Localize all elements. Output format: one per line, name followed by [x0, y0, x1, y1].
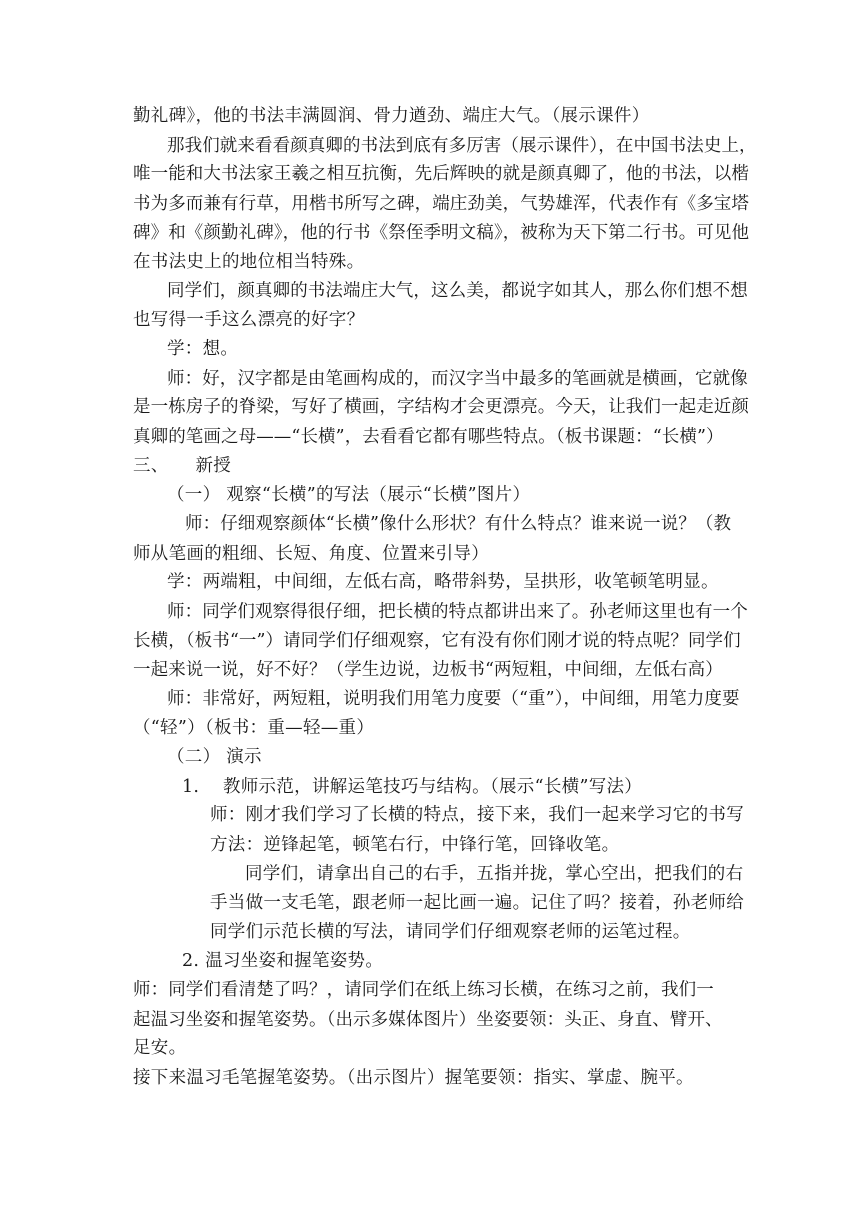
text-line: 在书法史上的地位相当特殊。: [133, 252, 365, 273]
text-line: 师：好，汉字都是由笔画构成的，而汉字当中最多的笔画就是横画，它就像: [167, 368, 748, 389]
text-line: 起温习坐姿和握笔姿势。（出示多媒体图片）坐姿要领：头正、身直、臂开、: [133, 1009, 723, 1030]
text-line: 足安。: [133, 1038, 187, 1059]
section-heading: 三、 新授: [133, 455, 232, 476]
subsection-heading: （二） 演示: [167, 747, 262, 768]
text-line: 也写得一手这么漂亮的好字？: [133, 310, 365, 331]
text-line: 长横，（板书“一”）请同学们仔细观察，它有没有你们刚才说的特点呢？同学们: [133, 630, 741, 651]
text-line: 接下来温习毛笔握笔姿势。（出示图片）握笔要领：指实、掌虚、腕平。: [133, 1068, 694, 1088]
list-item: 2. 温习坐姿和握笔姿势。: [182, 951, 384, 972]
text-line: 师：仔细观察颜体“长横”像什么形状？有什么特点？谁来说一说？（教: [185, 513, 732, 534]
text-line: 师：刚才我们学习了长横的特点，接下来，我们一起来学习它的书写: [210, 805, 744, 826]
text-line: 师：同学们看清楚了吗？，请同学们在纸上练习长横，在练习之前，我们一: [133, 980, 714, 1001]
text-line: 真卿的笔画之母——“长横”，去看看它都有哪些特点。（板书课题：“长横”）: [133, 426, 724, 447]
text-line: 同学们，请拿出自己的右手，五指并拢，掌心空出，把我们的右: [245, 863, 744, 884]
text-line: （“轻”）（板书：重—轻—重）: [133, 718, 375, 739]
text-line: 手当做一支毛笔，跟老师一起比画一遍。记住了吗？接着，孙老师给: [210, 893, 744, 914]
text-line: 书为多而兼有行草，用楷书所写之碑，端庄劲美，气势雄浑，代表作有《多宝塔: [133, 193, 749, 214]
text-line: 碑》和《颜勤礼碑》，他的行书《祭侄季明文稿》，被称为天下第二行书。可见他: [133, 222, 750, 243]
text-line: 一起来说一说，好不好？（学生边说，边板书“两短粗，中间细，左低右高）: [133, 660, 723, 681]
list-item: 1. 教师示范，讲解运笔技巧与结构。（展示“长横”写法）: [182, 776, 643, 797]
text-line: 那我们就来看看颜真卿的书法到底有多厉害（展示课件），在中国书法史上，: [167, 135, 757, 156]
text-line: 方法：逆锋起笔，顿笔右行，中锋行笔，回锋收笔。: [210, 834, 620, 855]
text-line: 同学们示范长横的写法，请同学们仔细观察老师的运笔过程。: [210, 921, 691, 942]
subsection-heading: （一） 观察“长横”的写法（展示“长横”图片）: [167, 485, 531, 506]
text-line: 学：两端粗，中间细，左低右高，略带斜势，呈拱形，收笔顿笔明显。: [167, 572, 719, 593]
text-line: 唯一能和大书法家王羲之相互抗衡，先后辉映的就是颜真卿了，他的书法，以楷: [133, 164, 749, 185]
text-line: 同学们，颜真卿的书法端庄大气，这么美，都说字如其人，那么你们想不想: [167, 280, 748, 301]
text-line: 学：想。: [167, 339, 239, 360]
text-line: 师从笔画的粗细、长短、角度、位置来引导）: [133, 543, 489, 564]
text-line: 师：同学们观察得很仔细，把长横的特点都讲出来了。孙老师这里也有一个: [167, 601, 748, 622]
text-line: 师：非常好，两短粗，说明我们用笔力度要（“重”），中间细，用笔力度要: [167, 688, 740, 709]
text-line: 是一栋房子的脊梁，写好了横画，字结构才会更漂亮。今天，让我们一起走近颜: [133, 397, 749, 418]
text-line: 勤礼碑》，他的书法丰满圆润、骨力遒劲、端庄大气。（展示课件）: [133, 106, 650, 126]
